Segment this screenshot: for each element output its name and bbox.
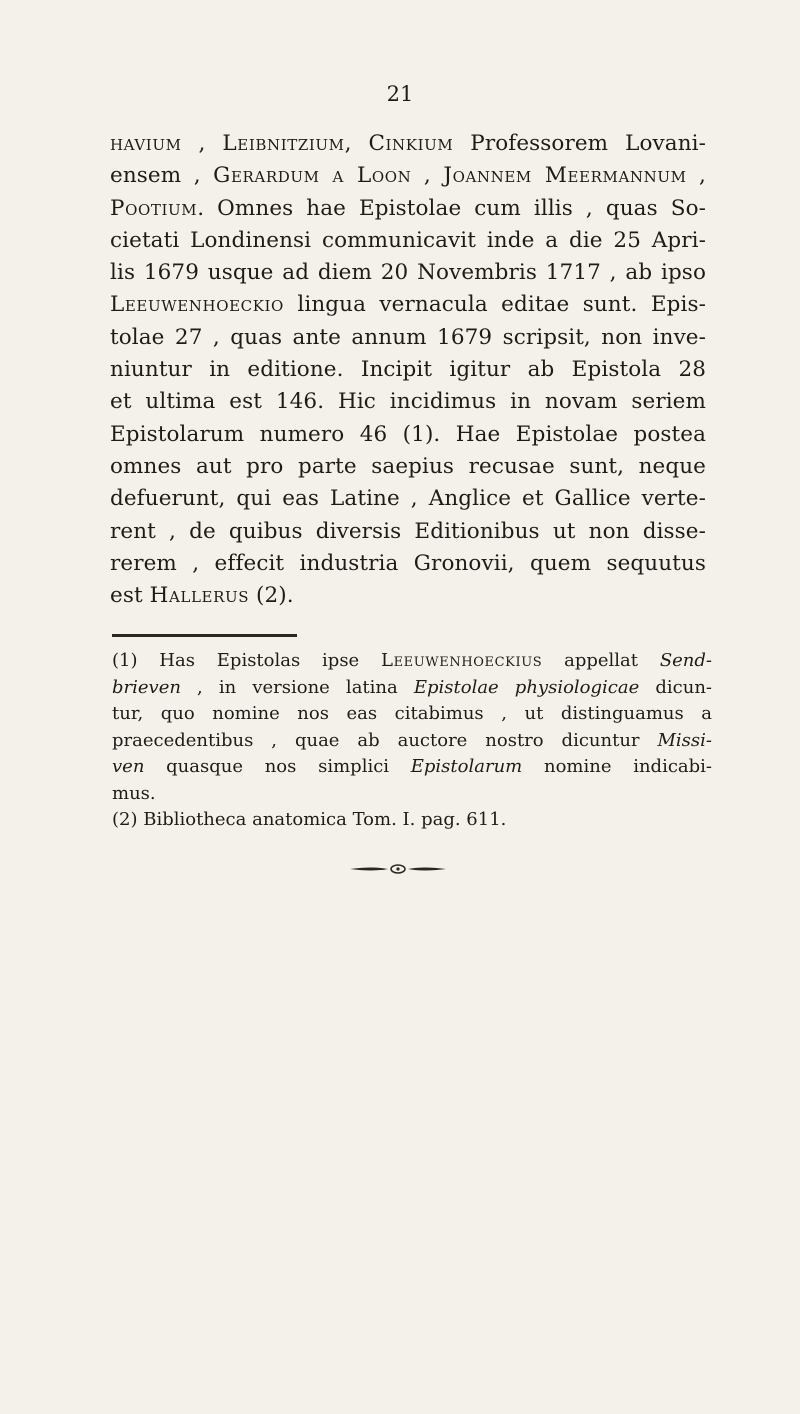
text-line: et ultima est 146. Hic incidimus in novam seriem [110,389,706,415]
text-line: ensem , Gerardum a Loon , Joannem Meermannum , [110,163,706,189]
text-line: rerem , effecit industria Gronovii, quem sequutus [110,550,706,576]
footnote-1-line: praecedentibus , quae ab auctore nostro dicuntur Missi- [112,729,712,751]
text-line: defuerunt, qui eas Latine , Anglice et Gallice verte- [110,486,706,512]
footnote-1-line: (1) Has Epistolas ipse Leeuwenhoeckius appellat Send- [112,650,712,671]
text-line: Pootium. Omnes hae Epistolae cum illis , quas So- [110,195,706,221]
footnotes [112,648,712,834]
main-text [110,128,706,612]
footnote-2: (2) Bibliotheca anatomica Tom. I. pag. 611. [112,809,507,830]
footnote-rule [112,634,297,637]
tailpiece-ornament-icon [348,862,448,876]
footnote-1-line: brieven , in versione latina Epistolae physiologicae dicun- [112,676,712,698]
text-line: rent , de quibus diversis Editionibus ut non disse- [110,518,706,544]
footnote-1-line: mus. [112,782,156,804]
text-line: tolae 27 , quas ante annum 1679 scripsit, non inve- [110,324,706,350]
text-line: Leeuwenhoeckio lingua vernacula editae sunt. Epis- [110,292,706,318]
text-line: est Hallerus (2). [110,583,294,609]
text-line: cietati Londinensi communicavit inde a die 25 Apri- [110,227,706,253]
text-line: Epistolarum numero 46 (1). Hae Epistolae postea [110,421,706,447]
footnote-1-line: ven quasque nos simplici Epistolarum nomine indicabi- [112,756,712,777]
text-line: omnes aut pro parte saepius recusae sunt, neque [110,453,706,479]
footnote-1-line: tur, quo nomine nos eas citabimus , ut distinguamus a [112,703,712,724]
page-number: 21 [386,82,414,106]
text-line: havium , Leibnitzium, Cinkium Professorem Lovani- [110,131,706,156]
text-line: lis 1679 usque ad diem 20 Novembris 1717 , ab ipso [110,260,706,286]
text-line: niuntur in editione. Incipit igitur ab Epistola 28 [110,357,706,383]
